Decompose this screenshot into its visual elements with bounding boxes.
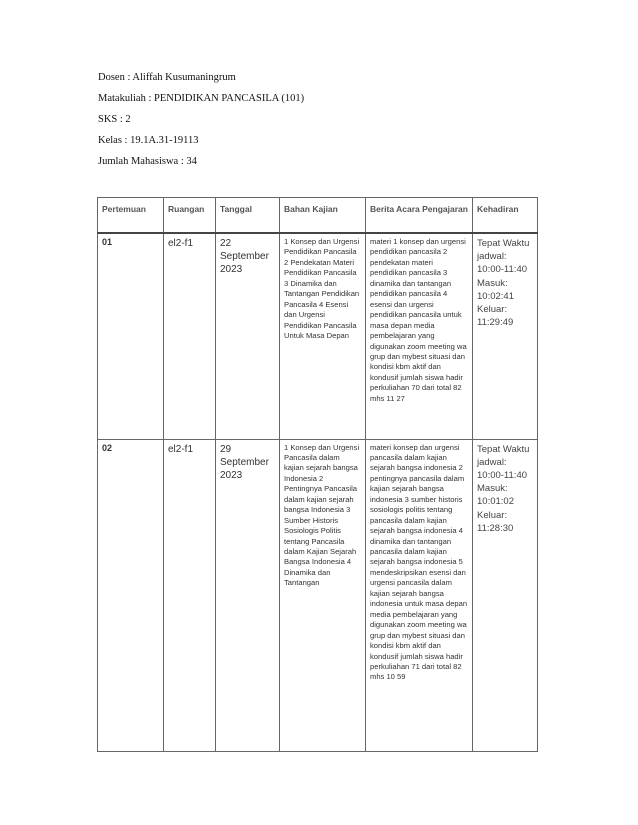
table-header-row bbox=[98, 198, 538, 234]
cell-kehadiran: Tepat Waktu jadwal: 10:00-11:40 Masuk: 10:01:02 Keluar: 11:28:30 bbox=[473, 439, 538, 751]
cell-berita-acara: materi 1 konsep dan urgensi pendidikan pancasila 2 pendekatan materi pendidikan pancasila 3 dinamika dan tantangan pendidikan pancasila 4 esensi dan urgensi pendidikan pancasila untuk masa depan media pembelajaran yang digunakan zoom meeting wa grup dan mybest situasi dan kondisi kbm aktif dan kondusif jumlah siswa hadir perkuliahan 70 dari total 82 mhs 11 27 bbox=[366, 233, 473, 439]
cell-kehadiran: Tepat Waktu jadwal: 10:00-11:40 Masuk: 10:02:41 Keluar: 11:29:49 bbox=[473, 233, 538, 439]
student-count-line: Jumlah Mahasiswa : 34 bbox=[98, 156, 197, 167]
col-header-pertemuan: Pertemuan bbox=[98, 198, 164, 234]
col-header-kehadiran: Kehadiran bbox=[473, 198, 538, 234]
table-row bbox=[98, 439, 538, 751]
cell-pertemuan: 02 bbox=[98, 439, 164, 751]
attendance-table bbox=[97, 197, 538, 752]
cell-pertemuan: 01 bbox=[98, 233, 164, 439]
cell-berita-acara: materi konsep dan urgensi pancasila dalam kajian sejarah bangsa indonesia 2 pentingnya pancasila dalam kajian sejarah bangsa indonesia 3 sumber historis sosiologis politis tentang pancasila dalam kajian sejarah bangsa indonesia 4 dinamika dan tantangan pancasila dalam kajian sejarah bangsa indonesia 5 mendeskripsikan esensi dan urgensi pancasila dalam kajian sejarah bangsa indonesia untuk masa depan media pembelajaran yang digunakan zoom meeting wa grup dan mybest situasi dan kondisi kbm aktif dan kondusif jumlah siswa hadir perkuliahan 71 dari total 82 mhs 10 59 bbox=[366, 439, 473, 751]
col-header-berita-acara: Berita Acara Pengajaran bbox=[366, 198, 473, 234]
document-header bbox=[98, 70, 304, 175]
class-line: Kelas : 19.1A.31-19113 bbox=[98, 135, 199, 146]
cell-bahan-kajian: 1 Konsep dan Urgensi Pendidikan Pancasila 2 Pendekatan Materi Pendidikan Pancasila 3 Dinamika dan Tantangan Pendidikan Pancasila 4 Esensi dan Urgensi Pendidikan Pancasila Untuk Masa Depan bbox=[280, 233, 366, 439]
cell-ruangan: el2-f1 bbox=[164, 439, 216, 751]
col-header-ruangan: Ruangan bbox=[164, 198, 216, 234]
table-row bbox=[98, 233, 538, 439]
cell-bahan-kajian: 1 Konsep dan Urgensi Pancasila dalam kajian sejarah bangsa Indonesia 2 Pentingnya Pancasila dalam kajian sejarah bangsa Indonesia 3 Sumber Historis Sosiologis Politis tentang Pancasila dalam Kajian Sejarah Bangsa Indonesia 4 Dinamika dan Tantangan bbox=[280, 439, 366, 751]
col-header-tanggal: Tanggal bbox=[216, 198, 280, 234]
lecturer-line: Dosen : Aliffah Kusumaningrum bbox=[98, 72, 236, 83]
credits-line: SKS : 2 bbox=[98, 114, 131, 125]
cell-ruangan: el2-f1 bbox=[164, 233, 216, 439]
cell-tanggal: 22 September 2023 bbox=[216, 233, 280, 439]
cell-tanggal: 29 September 2023 bbox=[216, 439, 280, 751]
col-header-bahan-kajian: Bahan Kajian bbox=[280, 198, 366, 234]
course-line: Matakuliah : PENDIDIKAN PANCASILA (101) bbox=[98, 93, 305, 104]
